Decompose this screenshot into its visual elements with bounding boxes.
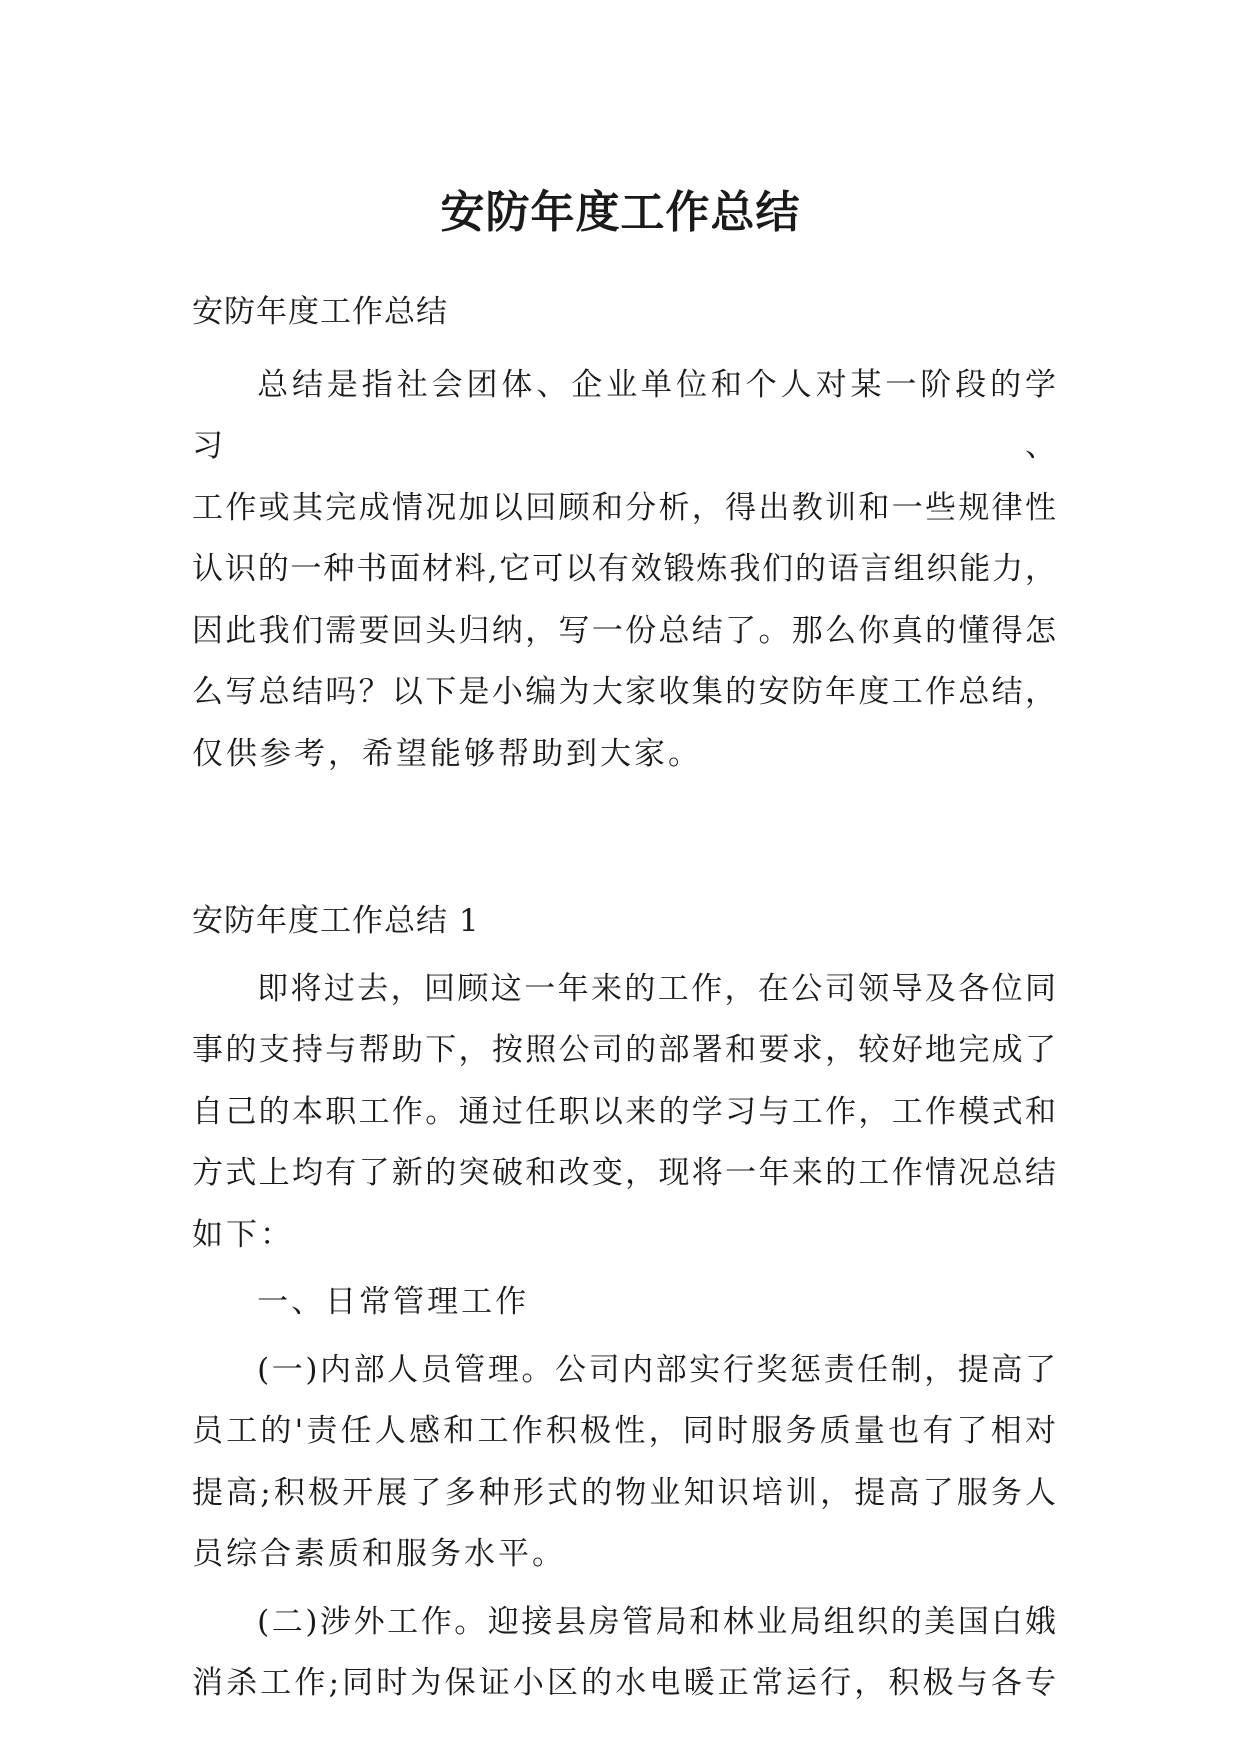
paragraph-line: 如下：: [192, 1216, 294, 1253]
subheading-daily-management: [192, 1272, 1057, 1334]
paragraph-section-1-opening: [192, 959, 1057, 1267]
paragraph-line: 员综合素质和服务水平。: [192, 1536, 566, 1572]
paragraph-line: 消杀工作;同时为保证小区的水电暖正常运行，积极与各专: [192, 1665, 1057, 1701]
paragraph-line: 么写总结吗？以下是小编为大家收集的安防年度工作总结，: [192, 674, 1057, 710]
paragraph-internal-staff: [192, 1340, 1057, 1586]
paragraph-line: 因此我们需要回头归纳，写一份总结了。那么你真的懂得怎: [192, 612, 1057, 649]
paragraph-line: 提高;积极开展了多种形式的物业知识培训，提高了服务人: [192, 1474, 1057, 1511]
paragraph-line: 总结是指社会团体、企业单位和个人对某一阶段的学习、: [192, 366, 1057, 464]
paragraph-line: 工作或其完成情况加以回顾和分析，得出教训和一些规律性: [192, 489, 1057, 526]
paragraph-line: 自己的本职工作。通过任职以来的学习与工作，工作模式和: [192, 1093, 1057, 1130]
paragraph-line: (二)涉外工作。迎接县房管局和林业局组织的美国白娥: [257, 1603, 1057, 1640]
paragraph-external-work: [192, 1592, 1057, 1715]
paragraph-line: 即将过去，回顾这一年来的工作，在公司领导及各位同: [257, 970, 1057, 1007]
paragraph-line: 事的支持与帮助下，按照公司的部署和要求，较好地完成了: [192, 1032, 1057, 1068]
paragraph-line: (一)内部人员管理。公司内部实行奖惩责任制，提高了: [257, 1351, 1057, 1388]
paragraph-line: 认识的一种书面材料,它可以有效锻炼我们的语言组织能力，: [192, 551, 1057, 587]
paragraph-intro: [192, 355, 1057, 786]
paragraph-line: 员工的'责任人感和工作积极性，同时服务质量也有了相对: [192, 1413, 1057, 1449]
document-title: 安防年度工作总结: [440, 187, 801, 239]
section-heading-intro: 安防年度工作总结: [192, 294, 448, 330]
paragraph-line: 仅供参考，希望能够帮助到大家。: [192, 735, 702, 772]
paragraph-line: 方式上均有了新的突破和改变，现将一年来的工作情况总结: [192, 1155, 1057, 1191]
document-body: [192, 282, 1057, 1715]
paragraph-line: 一、日常管理工作: [257, 1284, 530, 1320]
section-heading-1: 安防年度工作总结 1: [192, 903, 480, 939]
